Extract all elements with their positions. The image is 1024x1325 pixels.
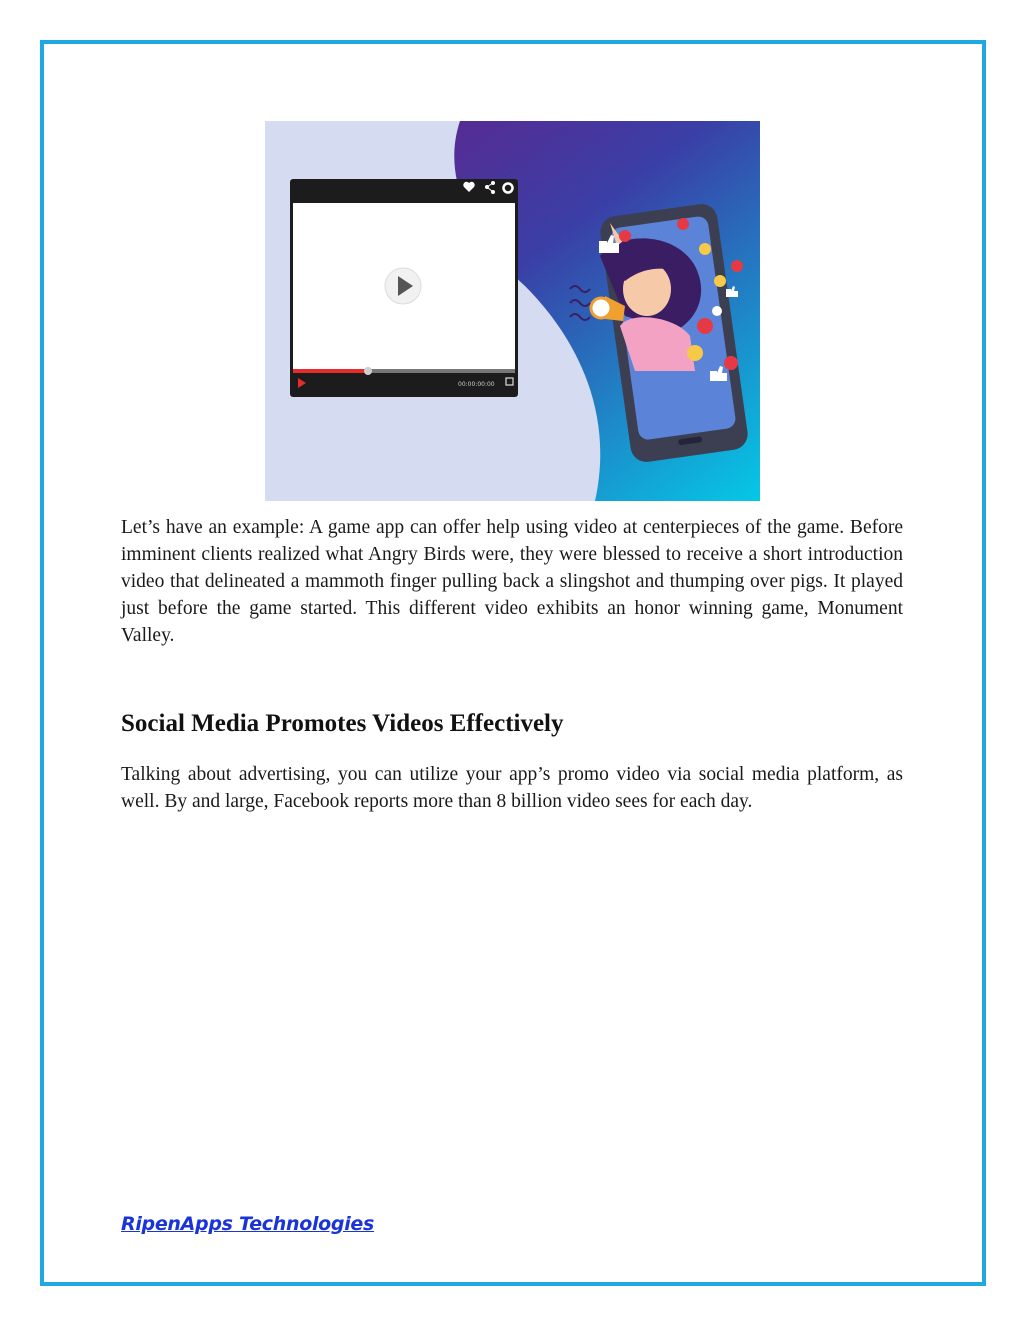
video-player (290, 179, 518, 397)
hero-illustration (265, 121, 760, 501)
company-footer-link[interactable]: RipenApps Technologies (121, 1213, 375, 1235)
svg-text:00:00:00:00: 00:00:00:00 (458, 381, 495, 388)
intro-paragraph: Let’s have an example: A game app can offer help using video at centerpieces of the game. Before imminent clients realized what Angry Birds were, they were blessed to receive a short introduction video that delineated a mammoth finger pulling back a slingshot and thumping over pigs. It played just before the game started. This different video exhibits an honor winning game, Monument Valley. (121, 517, 903, 646)
section-heading: Social Media Promotes Videos Effectively (121, 710, 564, 737)
video-marketing-illustration (265, 121, 760, 501)
body-paragraph: Talking about advertising, you can utilize your app’s promo video via social media platform, as well. By and large, Facebook reports more than 8 billion video sees for each day. (121, 764, 903, 812)
